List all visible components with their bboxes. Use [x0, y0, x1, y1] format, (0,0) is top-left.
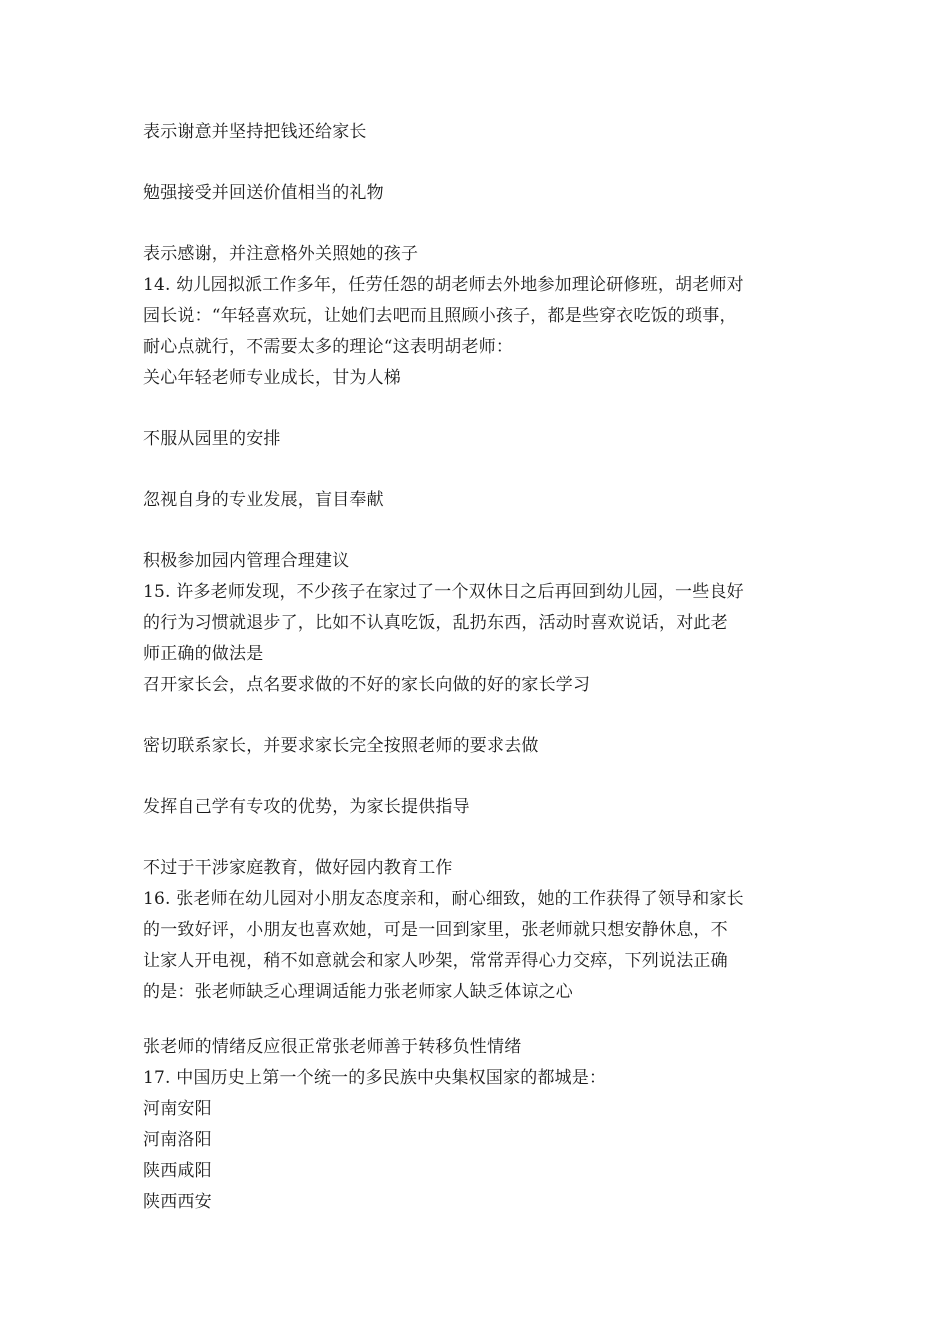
question-17: 17. 中国历史上第一个统一的多民族中央集权国家的都城是：	[143, 1068, 607, 1088]
question-16-line-4: 的是：张老师缺乏心理调适能力张老师家人缺乏体谅之心	[143, 982, 573, 1002]
answer-option: 密切联系家长，并要求家长完全按照老师的要求去做	[143, 736, 539, 756]
question-16-line-1: 16. 张老师在幼儿园对小朋友态度亲和，耐心细致，她的工作获得了领导和家长	[143, 889, 744, 909]
question-15-line-2: 的行为习惯就退步了，比如不认真吃饭，乱扔东西，活动时喜欢说话，对此老	[143, 613, 728, 633]
answer-option: 关心年轻老师专业成长，甘为人梯	[143, 368, 401, 388]
answer-option: 张老师的情绪反应很正常张老师善于转移负性情绪	[143, 1037, 522, 1057]
answer-option: 陕西西安	[143, 1192, 212, 1212]
question-15-line-3: 师正确的做法是	[143, 644, 264, 664]
question-16-line-3: 让家人开电视，稍不如意就会和家人吵架，常常弄得心力交瘁，下列说法正确	[143, 951, 728, 971]
answer-option: 表示感谢，并注意格外关照她的孩子	[143, 244, 419, 264]
question-14-line-2: 园长说：“年轻喜欢玩，让她们去吧而且照顾小孩子，都是些穿衣吃饭的琐事，	[143, 306, 737, 326]
answer-option: 勉强接受并回送价值相当的礼物	[143, 183, 384, 203]
answer-option: 不过于干涉家庭教育，做好园内教育工作	[143, 858, 453, 878]
answer-option: 不服从园里的安排	[143, 429, 281, 449]
answer-option: 河南安阳	[143, 1099, 212, 1119]
answer-option: 表示谢意并坚持把钱还给家长	[143, 122, 367, 142]
answer-option: 陕西咸阳	[143, 1161, 212, 1181]
question-14-line-1: 14. 幼儿园拟派工作多年，任劳任怨的胡老师去外地参加理论研修班，胡老师对	[143, 275, 744, 295]
answer-option: 召开家长会，点名要求做的不好的家长向做的好的家长学习	[143, 675, 591, 695]
question-14-line-3: 耐心点就行，不需要太多的理论“这表明胡老师：	[143, 337, 514, 357]
answer-option: 积极参加园内管理合理建议	[143, 551, 350, 571]
answer-option: 忽视自身的专业发展，盲目奉献	[143, 490, 384, 510]
document-page	[143, 0, 813, 1344]
answer-option: 发挥自己学有专攻的优势，为家长提供指导	[143, 797, 470, 817]
answer-option: 河南洛阳	[143, 1130, 212, 1150]
question-15-line-1: 15. 许多老师发现，不少孩子在家过了一个双休日之后再回到幼儿园，一些良好	[143, 582, 744, 602]
question-16-line-2: 的一致好评，小朋友也喜欢她，可是一回到家里，张老师就只想安静休息，不	[143, 920, 728, 940]
